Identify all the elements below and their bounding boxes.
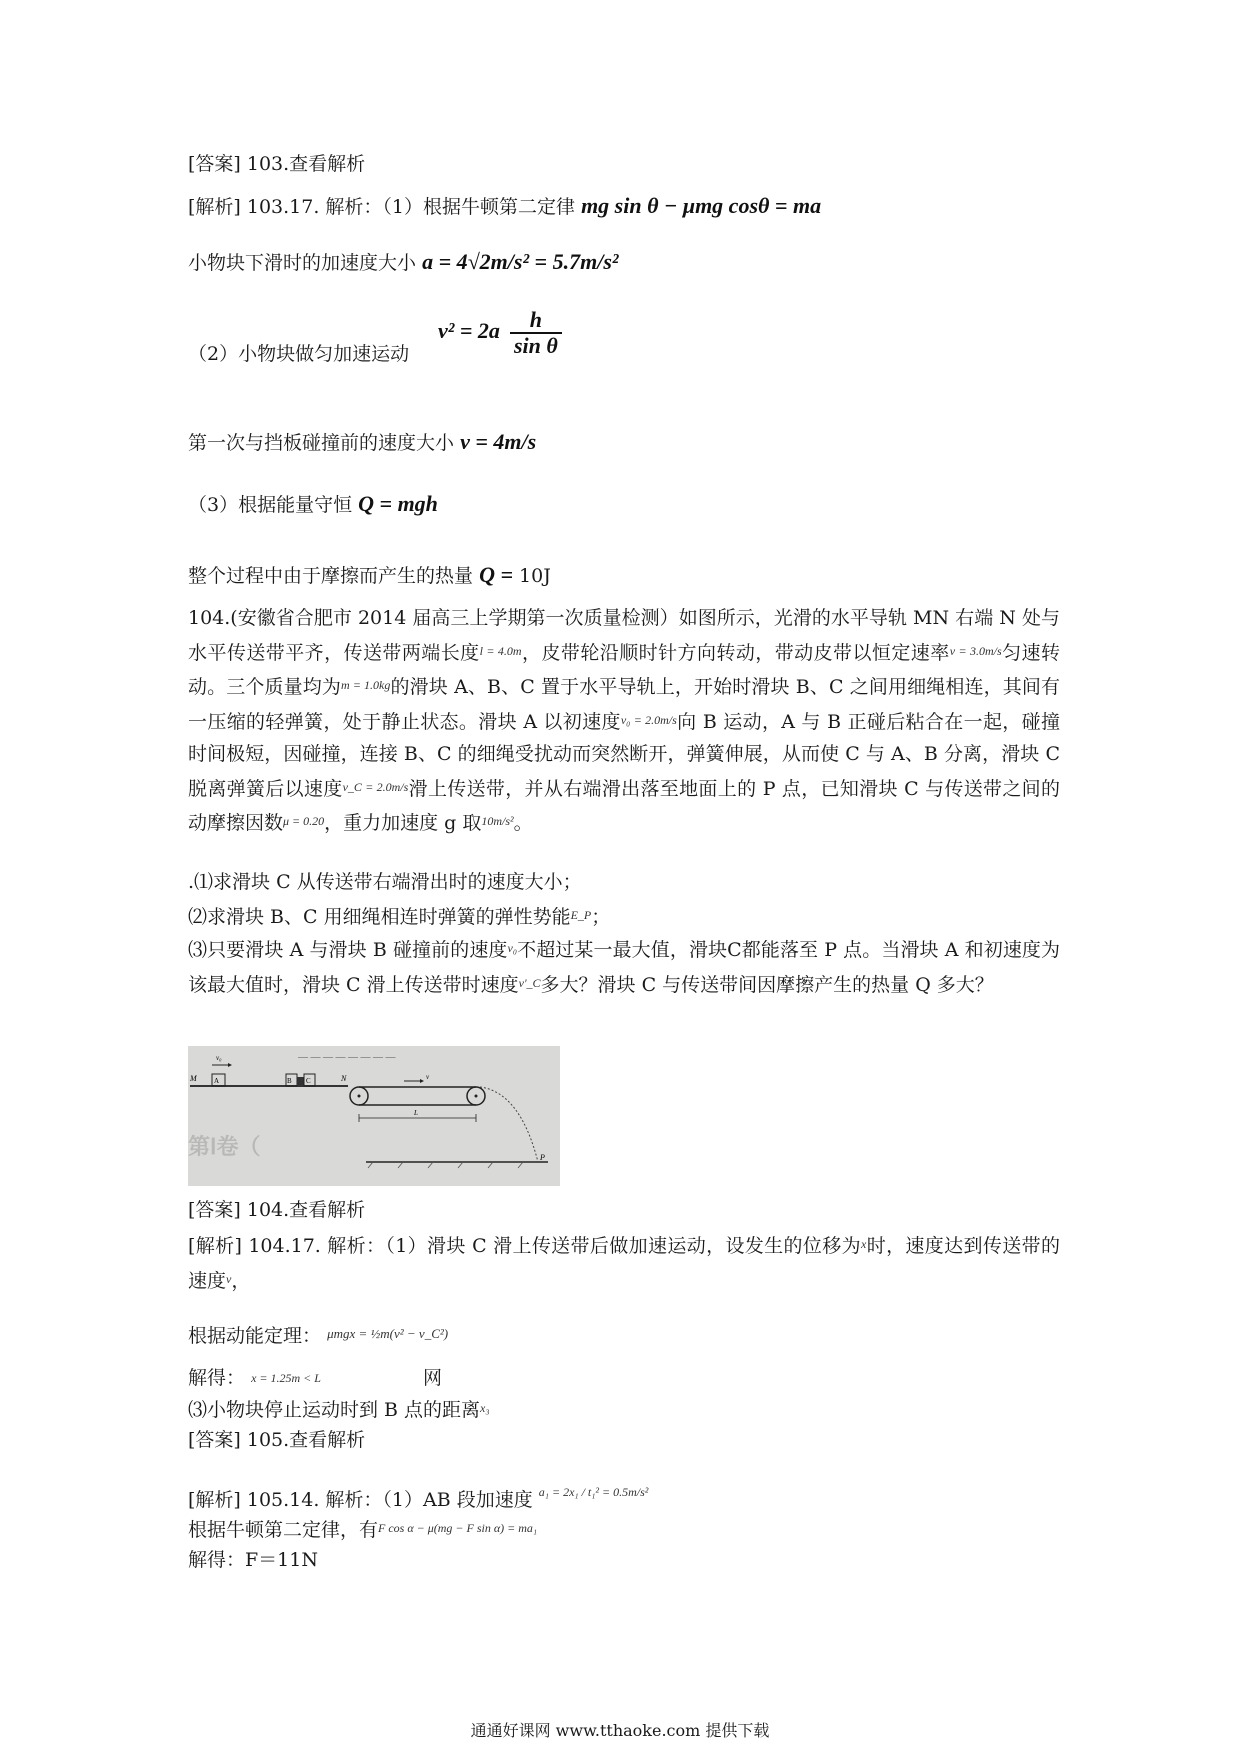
heat-value: 10J — [519, 565, 551, 587]
velocity-c-symbol: v_C = 2.0m/s — [342, 779, 409, 794]
formula-numerator: h — [510, 308, 562, 334]
question-3-text-2: 不超过某一最大值，滑块C都能落至 P 点。当滑块 A 和初速度为该最大值时，滑块 C 滑上传送带时速度 — [188, 939, 1061, 996]
stop-distance-text: ⑶小物块停止运动时到 B 点的距离 — [188, 1399, 481, 1421]
displacement-result-formula: x = 1.25m < L — [251, 1371, 321, 1385]
force-result: 解得：F＝11N — [188, 1549, 318, 1571]
ground-hatch — [398, 1162, 403, 1168]
label-v: v — [426, 1073, 430, 1081]
question-2-end: ； — [591, 906, 611, 928]
elastic-energy-symbol: E_P — [570, 908, 592, 922]
label-v0: v₀ — [216, 1054, 222, 1062]
analysis-104-text-3: ， — [231, 1269, 251, 1292]
label-b: B — [287, 1077, 292, 1085]
left-pulley-axle — [358, 1095, 361, 1098]
ground-hatch — [368, 1162, 373, 1168]
acceleration-line — [188, 250, 618, 275]
uniform-acceleration-text: （2）小物块做匀加速运动 — [188, 343, 410, 365]
belt-arrow-head — [420, 1079, 424, 1083]
label-m: M — [190, 1074, 197, 1083]
mass-symbol: m = 1.0kg — [341, 678, 391, 692]
acceleration-text: 小物块下滑时的加速度大小 — [188, 252, 417, 274]
question-3 — [188, 932, 1060, 1001]
v0-symbol: v₀ — [507, 941, 518, 955]
kinetic-energy-theorem-text: 根据动能定理： — [188, 1325, 322, 1347]
problem-104-text-1: 104.(安徽省合肥市 2014 届高三上学期第一次质量检测）如图所示，光滑的水平导轨 MN 右端 N 处与水平传送带平齐，传送带两端长度 — [188, 607, 1060, 664]
energy-conservation-text: （3）根据能量守恒 — [188, 494, 353, 516]
newton-law-105-line — [188, 1516, 537, 1542]
stray-character: 网 — [422, 1367, 442, 1389]
total-heat-line — [188, 563, 551, 588]
trajectory-path — [480, 1087, 538, 1162]
kinetic-energy-theorem-line — [188, 1322, 448, 1348]
belt-length-symbol: l = 4.0m — [479, 643, 522, 658]
problem-104-text-5: 向 B 运动，A 与 B 正碰后粘合在一起，碰撞时间极短，因碰撞，连接 B、C 的细绳受扰动而突然断开，弹簧伸展，从而使 C 与 A、B 分离，滑块 C 脱离弹簧后以速度 — [188, 710, 1060, 800]
analysis-103-line — [188, 194, 821, 219]
problem-104-text-2: ，皮带轮沿顺时针方向转动，带动皮带以恒定速率 — [521, 641, 950, 664]
answer-105: [答案] 105.查看解析 — [188, 1429, 366, 1451]
analysis-104-text-1: [解析] 104.17. 解析：（1）滑块 C 滑上传送带后做加速运动，设发生的位移为 — [188, 1235, 862, 1257]
stop-distance-line — [188, 1396, 490, 1422]
label-c: C — [306, 1077, 311, 1085]
question-3-text-1: ⑶只要滑块 A 与滑块 B 碰撞前的速度 — [188, 939, 508, 961]
velocity-before-collision-text: 第一次与挡板碰撞前的速度大小 — [188, 432, 455, 454]
force-equation-formula: F cos α − μ(mg − F sin α) = ma₁ — [378, 1521, 538, 1535]
belt-speed-symbol: v = 3.0m/s — [949, 643, 1002, 658]
page-footer: 通通好课网 www.tthaoke.com 提供下载 — [470, 1721, 770, 1740]
analysis-104 — [188, 1228, 1060, 1297]
kinetic-energy-formula: μmgx = ½m(v² − v_C²) — [327, 1326, 449, 1341]
label-a: A — [214, 1077, 220, 1085]
solution-line — [188, 1366, 442, 1390]
header-watermark-text: — — — — — — — — — [298, 1052, 396, 1063]
spring-block — [297, 1077, 304, 1086]
heat-formula: Q = mgh — [358, 491, 438, 516]
question-1: .⑴求滑块 C 从传送带右端滑出时的速度大小； — [188, 871, 582, 893]
initial-velocity-symbol: v₀ = 2.0m/s — [620, 712, 677, 727]
ground-hatch — [428, 1162, 433, 1168]
ground-hatch — [458, 1162, 463, 1168]
belt-velocity-symbol: v — [226, 1271, 232, 1286]
analysis-105-line — [188, 1480, 648, 1512]
velocity-before-collision-line — [188, 430, 536, 455]
ground-hatch — [518, 1162, 523, 1168]
acceleration-formula: a = 4√2m/s² = 5.7m/s² — [422, 249, 619, 274]
label-l: L — [414, 1109, 418, 1117]
heat-symbol: Q = — [479, 562, 513, 587]
vc-prime-symbol: v'_C — [518, 975, 541, 990]
right-pulley-axle — [475, 1095, 478, 1098]
problem-104-text-8: 。 — [513, 812, 533, 834]
problem-104 — [188, 602, 1060, 840]
question-2-text: ⑵求滑块 B、C 用细绳相连时弹簧的弹性势能 — [188, 906, 571, 928]
velocity-squared-formula — [438, 308, 562, 358]
answer-104: [答案] 104.查看解析 — [188, 1199, 366, 1221]
gravity-symbol: 10m/s² — [481, 814, 514, 828]
ab-acceleration-formula: a₁ = 2x₁ / t₁² = 0.5m/s² — [538, 1485, 649, 1499]
label-p: P — [540, 1153, 545, 1162]
displacement-symbol: x — [861, 1237, 867, 1251]
formula-denominator: sin θ — [513, 333, 558, 358]
problem-104-text-6: 滑上传送带，并从右端滑出落至地面上的 P 点，已知滑块 C 与传送带之间的动摩擦因数 — [188, 777, 1060, 834]
ground-hatch — [488, 1162, 493, 1168]
friction-coefficient-symbol: μ = 0.20 — [283, 814, 325, 828]
analysis-105-text: [解析] 105.14. 解析：（1）AB 段加速度 — [188, 1489, 533, 1511]
total-heat-text: 整个过程中由于摩擦而产生的热量 — [188, 565, 474, 587]
label-n: N — [341, 1074, 347, 1083]
energy-conservation-line — [188, 492, 438, 517]
analysis-104-text-2: 时，速度达到传送带的速度 — [188, 1235, 1060, 1292]
velocity-squared-left: v² = 2a — [438, 318, 500, 343]
problem-104-text-4: 的滑块 A、B、C 置于水平导轨上，开始时滑块 B、C 之间用细绳相连，其间有一压缩的轻弹簧，处于静止状态。滑块 A 以初速度 — [188, 676, 1060, 733]
v0-arrow-head — [228, 1063, 232, 1067]
problem-104-text-3: 匀速转动。三个质量均为 — [188, 641, 1060, 698]
watermark-text: 第Ⅰ卷（ — [188, 1134, 261, 1159]
problem-104-text-7: ，重力加速度 g 取 — [324, 812, 482, 834]
analysis-103-text: [解析] 103.17. 解析：（1）根据牛顿第二定律 — [188, 196, 576, 218]
newton-second-law-formula: mg sin θ − μmg cosθ = ma — [581, 193, 822, 218]
conveyor-belt-figure — [188, 1046, 560, 1186]
answer-103: [答案] 103.查看解析 — [188, 153, 366, 175]
x3-symbol: x₃ — [480, 1401, 490, 1415]
solution-text: 解得： — [188, 1367, 246, 1389]
velocity-value-formula: v = 4m/s — [460, 429, 537, 454]
newton-law-105-text: 根据牛顿第二定律，有 — [188, 1519, 379, 1541]
question-3-text-3: 多大？滑块 C 与传送带间因摩擦产生的热量 Q 多大？ — [540, 973, 994, 996]
conveyor-belt-diagram — [188, 1046, 560, 1186]
question-2 — [188, 903, 610, 929]
